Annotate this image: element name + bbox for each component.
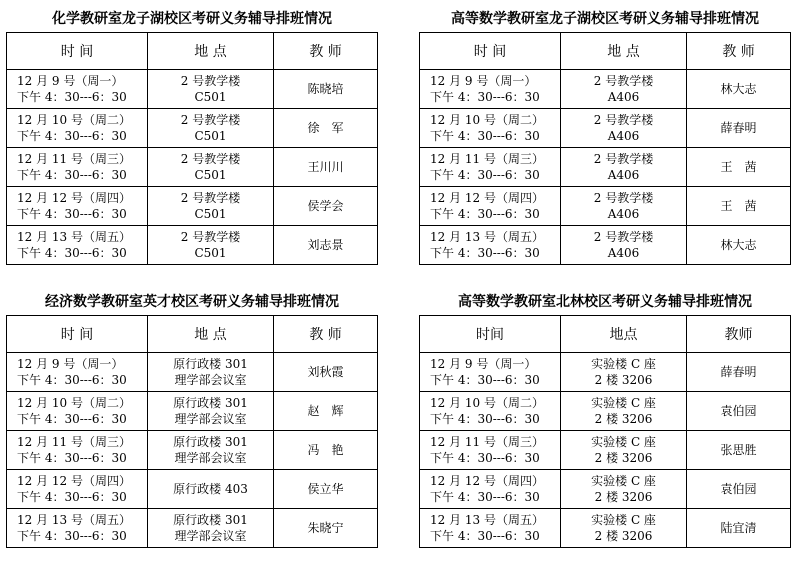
time-cell xyxy=(420,109,561,148)
header-location: 地 点 xyxy=(560,33,686,70)
location-line-1: 2 号教学楼 xyxy=(593,191,654,205)
time-cell xyxy=(420,226,561,265)
table-row xyxy=(7,392,378,431)
location-line-1: 实验楼 C 座 xyxy=(591,357,656,371)
location-line-2: A406 xyxy=(607,90,640,104)
teacher-cell xyxy=(274,431,378,470)
table-row xyxy=(7,148,378,187)
table-row xyxy=(7,470,378,509)
location-line-1: 2 号教学楼 xyxy=(180,152,241,166)
location-line-1: 2 号教学楼 xyxy=(180,113,241,127)
time-range-text: 下午 4：30---6：30 xyxy=(17,451,127,465)
location-line-1: 原行政楼 301 xyxy=(173,396,248,410)
location-line-2: C501 xyxy=(194,168,227,182)
date-text: 12 月 11 号（周三） xyxy=(430,152,544,166)
time-cell xyxy=(7,148,148,187)
time-range-text: 下午 4：30---6：30 xyxy=(17,90,127,104)
time-range-text: 下午 4：30---6：30 xyxy=(430,373,540,387)
time-cell xyxy=(420,148,561,187)
time-cell xyxy=(420,353,561,392)
date-text: 12 月 11 号（周三） xyxy=(17,152,131,166)
teacher-cell xyxy=(687,109,791,148)
location-cell xyxy=(147,392,273,431)
time-cell xyxy=(7,431,148,470)
table-row xyxy=(420,70,791,109)
location-line-1: 原行政楼 301 xyxy=(173,513,248,527)
table-row xyxy=(7,353,378,392)
table-header-row xyxy=(7,316,378,353)
teacher-cell xyxy=(274,509,378,548)
location-cell xyxy=(147,148,273,187)
location-line-1: 2 号教学楼 xyxy=(180,191,241,205)
location-line-2: A406 xyxy=(607,246,640,260)
date-text: 12 月 13 号（周五） xyxy=(430,513,544,527)
header-time: 时间 xyxy=(420,316,561,353)
time-range-text: 下午 4：30---6：30 xyxy=(430,207,540,221)
time-range-text: 下午 4：30---6：30 xyxy=(430,168,540,182)
teacher-name: 刘秋霞 xyxy=(307,365,344,379)
table-row xyxy=(7,109,378,148)
date-text: 12 月 11 号（周三） xyxy=(17,435,131,449)
location-cell xyxy=(560,509,686,548)
time-cell xyxy=(7,470,148,509)
teacher-cell xyxy=(274,470,378,509)
teacher-name: 侯立华 xyxy=(307,482,344,496)
location-line-1: 实验楼 C 座 xyxy=(591,396,656,410)
location-cell xyxy=(147,470,273,509)
schedule-table xyxy=(419,315,791,548)
location-cell xyxy=(147,109,273,148)
teacher-cell xyxy=(274,148,378,187)
location-cell xyxy=(560,109,686,148)
date-text: 12 月 10 号（周二） xyxy=(17,113,131,127)
teacher-name: 林大志 xyxy=(720,238,757,252)
teacher-name: 徐 军 xyxy=(307,121,344,135)
economic-math-yingcai-panel xyxy=(6,289,378,548)
time-range-text: 下午 4：30---6：30 xyxy=(17,246,127,260)
advanced-math-beilin-panel xyxy=(419,289,791,548)
location-line-2: 理学部会议室 xyxy=(174,412,247,426)
header-time: 时 间 xyxy=(420,33,561,70)
date-text: 12 月 12 号（周四） xyxy=(430,191,544,205)
table-header-row xyxy=(420,33,791,70)
time-cell xyxy=(420,392,561,431)
schedule-table xyxy=(419,32,791,265)
table-row xyxy=(420,431,791,470)
time-range-text: 下午 4：30---6：30 xyxy=(17,168,127,182)
location-line-2: C501 xyxy=(194,246,227,260)
time-range-text: 下午 4：30---6：30 xyxy=(17,129,127,143)
date-text: 12 月 10 号（周二） xyxy=(430,113,544,127)
teacher-name: 刘志景 xyxy=(307,238,344,252)
location-cell xyxy=(147,431,273,470)
teacher-cell xyxy=(274,392,378,431)
location-line-1: 实验楼 C 座 xyxy=(591,435,656,449)
time-range-text: 下午 4：30---6：30 xyxy=(430,90,540,104)
location-line-1: 原行政楼 301 xyxy=(173,435,248,449)
panel-title: 化学教研室龙子湖校区考研义务辅导排班情况 xyxy=(52,11,332,27)
time-cell xyxy=(420,470,561,509)
teacher-cell xyxy=(687,148,791,187)
date-text: 12 月 12 号（周四） xyxy=(17,474,131,488)
teacher-name: 王 茜 xyxy=(720,199,757,213)
schedule-table xyxy=(6,32,378,265)
teacher-cell xyxy=(274,109,378,148)
panel-title: 经济数学教研室英才校区考研义务辅导排班情况 xyxy=(45,294,339,310)
time-range-text: 下午 4：30---6：30 xyxy=(17,412,127,426)
time-cell xyxy=(7,70,148,109)
location-line-2: 理学部会议室 xyxy=(174,373,247,387)
teacher-name: 薛春明 xyxy=(720,365,757,379)
location-line-2: 2 楼 3206 xyxy=(594,490,653,504)
location-line-1: 原行政楼 403 xyxy=(173,482,248,496)
time-cell xyxy=(7,353,148,392)
time-range-text: 下午 4：30---6：30 xyxy=(430,490,540,504)
date-text: 12 月 9 号（周一） xyxy=(430,74,537,88)
table-row xyxy=(420,226,791,265)
header-teacher: 教师 xyxy=(687,316,791,353)
teacher-name: 侯学会 xyxy=(307,199,344,213)
time-cell xyxy=(7,226,148,265)
date-text: 12 月 13 号（周五） xyxy=(17,513,131,527)
table-row xyxy=(420,187,791,226)
header-time: 时 间 xyxy=(7,316,148,353)
date-text: 12 月 9 号（周一） xyxy=(17,74,124,88)
date-text: 12 月 10 号（周二） xyxy=(17,396,131,410)
table-row xyxy=(420,392,791,431)
teacher-name: 张思胜 xyxy=(720,443,757,457)
location-cell xyxy=(147,353,273,392)
teacher-cell xyxy=(274,70,378,109)
time-cell xyxy=(7,392,148,431)
teacher-name: 陈晓培 xyxy=(307,82,344,96)
location-line-1: 实验楼 C 座 xyxy=(591,513,656,527)
location-line-2: 2 楼 3206 xyxy=(594,412,653,426)
location-line-2: A406 xyxy=(607,129,640,143)
location-line-1: 原行政楼 301 xyxy=(173,357,248,371)
date-text: 12 月 9 号（周一） xyxy=(17,357,124,371)
header-time: 时 间 xyxy=(7,33,148,70)
location-cell xyxy=(560,431,686,470)
location-line-1: 2 号教学楼 xyxy=(593,113,654,127)
time-cell xyxy=(420,431,561,470)
location-line-2: 2 楼 3206 xyxy=(594,451,653,465)
table-row xyxy=(420,470,791,509)
table-row xyxy=(420,353,791,392)
location-cell xyxy=(560,392,686,431)
time-range-text: 下午 4：30---6：30 xyxy=(17,490,127,504)
date-text: 12 月 10 号（周二） xyxy=(430,396,544,410)
time-range-text: 下午 4：30---6：30 xyxy=(430,529,540,543)
location-cell xyxy=(560,148,686,187)
location-cell xyxy=(147,70,273,109)
teacher-cell xyxy=(687,353,791,392)
time-cell xyxy=(420,187,561,226)
location-line-2: C501 xyxy=(194,129,227,143)
location-line-2: A406 xyxy=(607,168,640,182)
time-range-text: 下午 4：30---6：30 xyxy=(430,129,540,143)
teacher-cell xyxy=(687,431,791,470)
chemistry-longzihu-panel xyxy=(6,6,378,265)
teacher-cell xyxy=(687,226,791,265)
table-header-row xyxy=(7,33,378,70)
date-text: 12 月 12 号（周四） xyxy=(430,474,544,488)
table-row xyxy=(7,187,378,226)
location-line-2: C501 xyxy=(194,90,227,104)
date-text: 12 月 13 号（周五） xyxy=(430,230,544,244)
date-text: 12 月 9 号（周一） xyxy=(430,357,537,371)
location-line-1: 2 号教学楼 xyxy=(593,230,654,244)
header-teacher: 教 师 xyxy=(274,33,378,70)
date-text: 12 月 11 号（周三） xyxy=(430,435,544,449)
table-row xyxy=(420,509,791,548)
location-line-2: A406 xyxy=(607,207,640,221)
teacher-cell xyxy=(687,509,791,548)
time-cell xyxy=(7,109,148,148)
location-cell xyxy=(560,187,686,226)
teacher-name: 赵 辉 xyxy=(307,404,344,418)
location-line-2: 理学部会议室 xyxy=(174,451,247,465)
panel-title: 高等数学教研室龙子湖校区考研义务辅导排班情况 xyxy=(451,11,759,27)
teacher-cell xyxy=(687,470,791,509)
teacher-cell xyxy=(274,353,378,392)
time-range-text: 下午 4：30---6：30 xyxy=(430,246,540,260)
time-range-text: 下午 4：30---6：30 xyxy=(17,373,127,387)
location-cell xyxy=(560,70,686,109)
location-line-2: C501 xyxy=(194,207,227,221)
teacher-name: 王川川 xyxy=(307,160,344,174)
header-location: 地 点 xyxy=(147,316,273,353)
location-line-2: 2 楼 3206 xyxy=(594,373,653,387)
table-row xyxy=(420,148,791,187)
teacher-name: 薛春明 xyxy=(720,121,757,135)
location-line-1: 2 号教学楼 xyxy=(593,152,654,166)
location-cell xyxy=(147,226,273,265)
location-cell xyxy=(560,470,686,509)
location-cell xyxy=(147,509,273,548)
schedule-table xyxy=(6,315,378,548)
table-row xyxy=(7,431,378,470)
panel-title: 高等数学教研室北林校区考研义务辅导排班情况 xyxy=(458,294,752,310)
teacher-name: 王 茜 xyxy=(720,160,757,174)
time-cell xyxy=(420,509,561,548)
teacher-cell xyxy=(687,392,791,431)
teacher-cell xyxy=(687,187,791,226)
header-teacher: 教 师 xyxy=(687,33,791,70)
teacher-cell xyxy=(687,70,791,109)
time-range-text: 下午 4：30---6：30 xyxy=(430,451,540,465)
location-cell xyxy=(560,226,686,265)
teacher-cell xyxy=(274,226,378,265)
teacher-cell xyxy=(274,187,378,226)
location-line-1: 实验楼 C 座 xyxy=(591,474,656,488)
teacher-name: 林大志 xyxy=(720,82,757,96)
time-range-text: 下午 4：30---6：30 xyxy=(17,529,127,543)
date-text: 12 月 13 号（周五） xyxy=(17,230,131,244)
teacher-name: 袁伯园 xyxy=(720,482,757,496)
location-line-1: 2 号教学楼 xyxy=(180,74,241,88)
time-range-text: 下午 4：30---6：30 xyxy=(430,412,540,426)
time-range-text: 下午 4：30---6：30 xyxy=(17,207,127,221)
header-teacher: 教 师 xyxy=(274,316,378,353)
time-cell xyxy=(7,187,148,226)
location-cell xyxy=(560,353,686,392)
time-cell xyxy=(420,70,561,109)
location-line-1: 2 号教学楼 xyxy=(180,230,241,244)
teacher-name: 袁伯园 xyxy=(720,404,757,418)
table-row xyxy=(7,509,378,548)
header-location: 地点 xyxy=(560,316,686,353)
header-location: 地 点 xyxy=(147,33,273,70)
location-cell xyxy=(147,187,273,226)
teacher-name: 冯 艳 xyxy=(307,443,344,457)
location-line-1: 2 号教学楼 xyxy=(593,74,654,88)
teacher-name: 陆宜清 xyxy=(720,521,757,535)
advanced-math-longzihu-panel xyxy=(419,6,791,265)
date-text: 12 月 12 号（周四） xyxy=(17,191,131,205)
location-line-2: 2 楼 3206 xyxy=(594,529,653,543)
table-row xyxy=(7,70,378,109)
table-row xyxy=(7,226,378,265)
table-header-row xyxy=(420,316,791,353)
time-cell xyxy=(7,509,148,548)
table-row xyxy=(420,109,791,148)
teacher-name: 朱晓宁 xyxy=(307,521,344,535)
location-line-2: 理学部会议室 xyxy=(174,529,247,543)
